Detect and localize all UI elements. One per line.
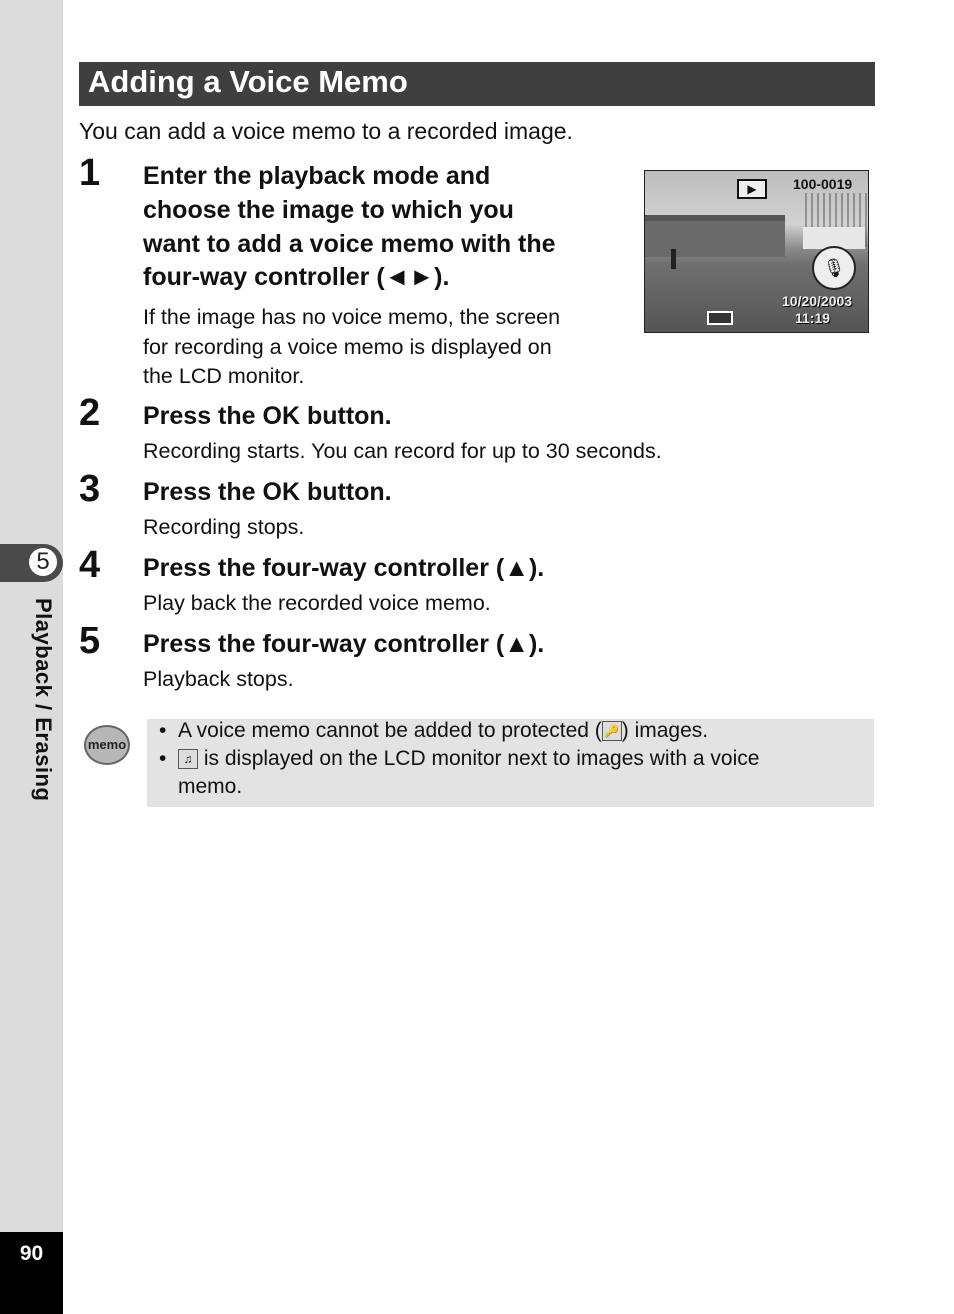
page-number: 90 xyxy=(19,1242,44,1265)
step-5-heading: Press the four-way controller (▲). xyxy=(143,630,545,658)
lcd-file-number: 100-0019 xyxy=(793,176,853,192)
step-2-number: 2 xyxy=(79,392,101,434)
step-1-body-line-1: If the image has no voice memo, the screen xyxy=(143,305,561,329)
lcd-time: 11:19 xyxy=(795,310,831,326)
memo-icon: memo xyxy=(84,725,130,765)
voice-memo-icon: ♫ xyxy=(178,749,198,769)
step-1-body-line-3: the LCD monitor. xyxy=(143,364,305,388)
memo-note-1-before: A voice memo cannot be added to protected ( xyxy=(178,719,602,742)
lcd-building xyxy=(645,221,785,257)
intro-text: You can add a voice memo to a recorded image. xyxy=(79,118,573,144)
step-1-heading-line-1: Enter the playback mode and xyxy=(143,162,491,190)
lcd-date: 10/20/2003 xyxy=(782,293,853,309)
memo-bullet-1: • xyxy=(159,719,167,742)
step-1-heading-line-3: want to add a voice memo with the xyxy=(143,230,556,258)
battery-icon xyxy=(707,311,733,325)
page-title: Adding a Voice Memo xyxy=(88,64,408,99)
lcd-screen-illustration xyxy=(644,170,869,333)
play-mode-icon: ▶ xyxy=(737,179,767,199)
memo-bullet-2: • xyxy=(159,747,167,770)
microphone-icon: 🎙 xyxy=(812,246,856,290)
step-1-body-line-2: for recording a voice memo is displayed on xyxy=(143,335,552,359)
step-4-body: Play back the recorded voice memo. xyxy=(143,591,491,615)
protect-icon: 🔑 xyxy=(602,721,622,741)
memo-note-2 xyxy=(178,745,858,773)
chapter-label: Playback / Erasing xyxy=(31,598,56,802)
step-3-number: 3 xyxy=(79,468,101,510)
step-3-heading: Press the OK button. xyxy=(143,478,392,506)
memo-note-1 xyxy=(178,717,858,745)
step-5-body: Playback stops. xyxy=(143,667,294,691)
step-1-heading-line-4: four-way controller (◄►). xyxy=(143,263,450,291)
step-1-number: 1 xyxy=(79,152,101,194)
step-1-heading-line-2: choose the image to which you xyxy=(143,196,514,224)
step-4-number: 4 xyxy=(79,544,101,586)
memo-note-1-after: ) images. xyxy=(621,719,709,742)
chapter-number: 5 xyxy=(27,546,59,578)
step-4-heading: Press the four-way controller (▲). xyxy=(143,554,545,582)
memo-note-2-continued: memo. xyxy=(178,775,243,798)
memo-note-2-text: is displayed on the LCD monitor next to images with a voice xyxy=(203,747,760,770)
step-3-body: Recording stops. xyxy=(143,515,305,539)
lcd-person xyxy=(671,249,676,269)
step-2-body: Recording starts. You can record for up to 30 seconds. xyxy=(143,439,662,463)
step-5-number: 5 xyxy=(79,620,101,662)
step-2-heading: Press the OK button. xyxy=(143,402,392,430)
